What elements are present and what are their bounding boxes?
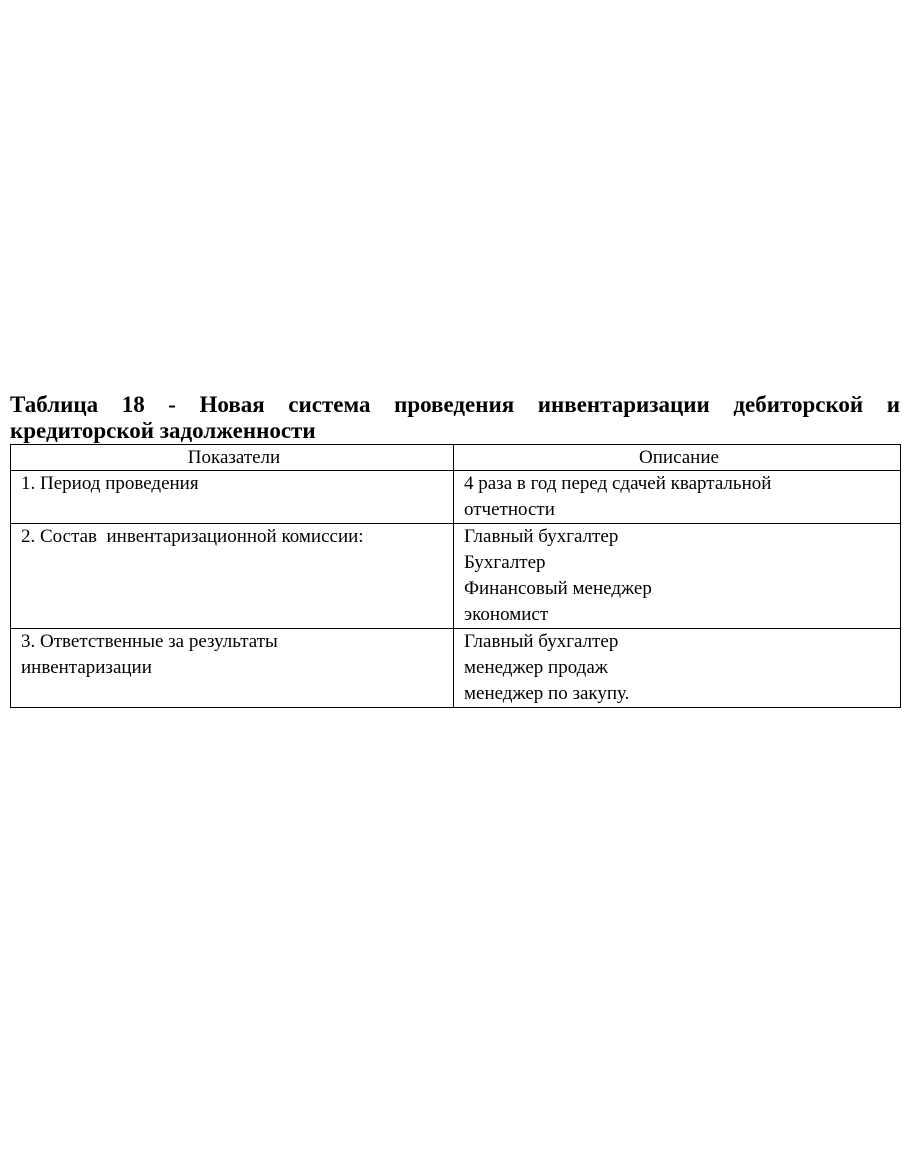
header-indicators: Показатели: [11, 445, 454, 471]
description-cell: [454, 524, 901, 629]
description-line: отчетности: [464, 499, 555, 520]
description-cell: [454, 629, 901, 708]
inventory-table: [10, 444, 901, 708]
table-row: [11, 524, 901, 629]
indicator-text: 3. Ответственные за результаты инвентаризации: [21, 631, 278, 678]
description-line: Финансовый менеджер: [464, 578, 652, 599]
indicator-cell: [11, 524, 454, 629]
header-description: Описание: [454, 445, 901, 471]
description-line: менеджер по закупу.: [464, 683, 630, 704]
description-line: Бухгалтер: [464, 552, 546, 573]
document: [10, 392, 900, 708]
description-line: Главный бухгалтер: [464, 631, 619, 652]
indicator-text: 2. Состав инвентаризационной комиссии:: [21, 526, 364, 547]
table-row: [11, 471, 901, 524]
table-title: Таблица 18 - Новая система проведения инвентаризации дебиторской и кредиторской задолженности: [10, 392, 900, 443]
description-line: менеджер продаж: [464, 657, 608, 678]
table-row: [11, 629, 901, 708]
description-line: экономист: [464, 604, 549, 625]
indicator-cell: [11, 629, 454, 708]
description-cell: [454, 471, 901, 524]
table-header-row: [11, 445, 901, 471]
indicator-cell: 1. Период проведения: [11, 471, 454, 524]
description-line: Главный бухгалтер: [464, 526, 619, 547]
description-line: 4 раза в год перед сдачей квартальной: [464, 473, 772, 494]
